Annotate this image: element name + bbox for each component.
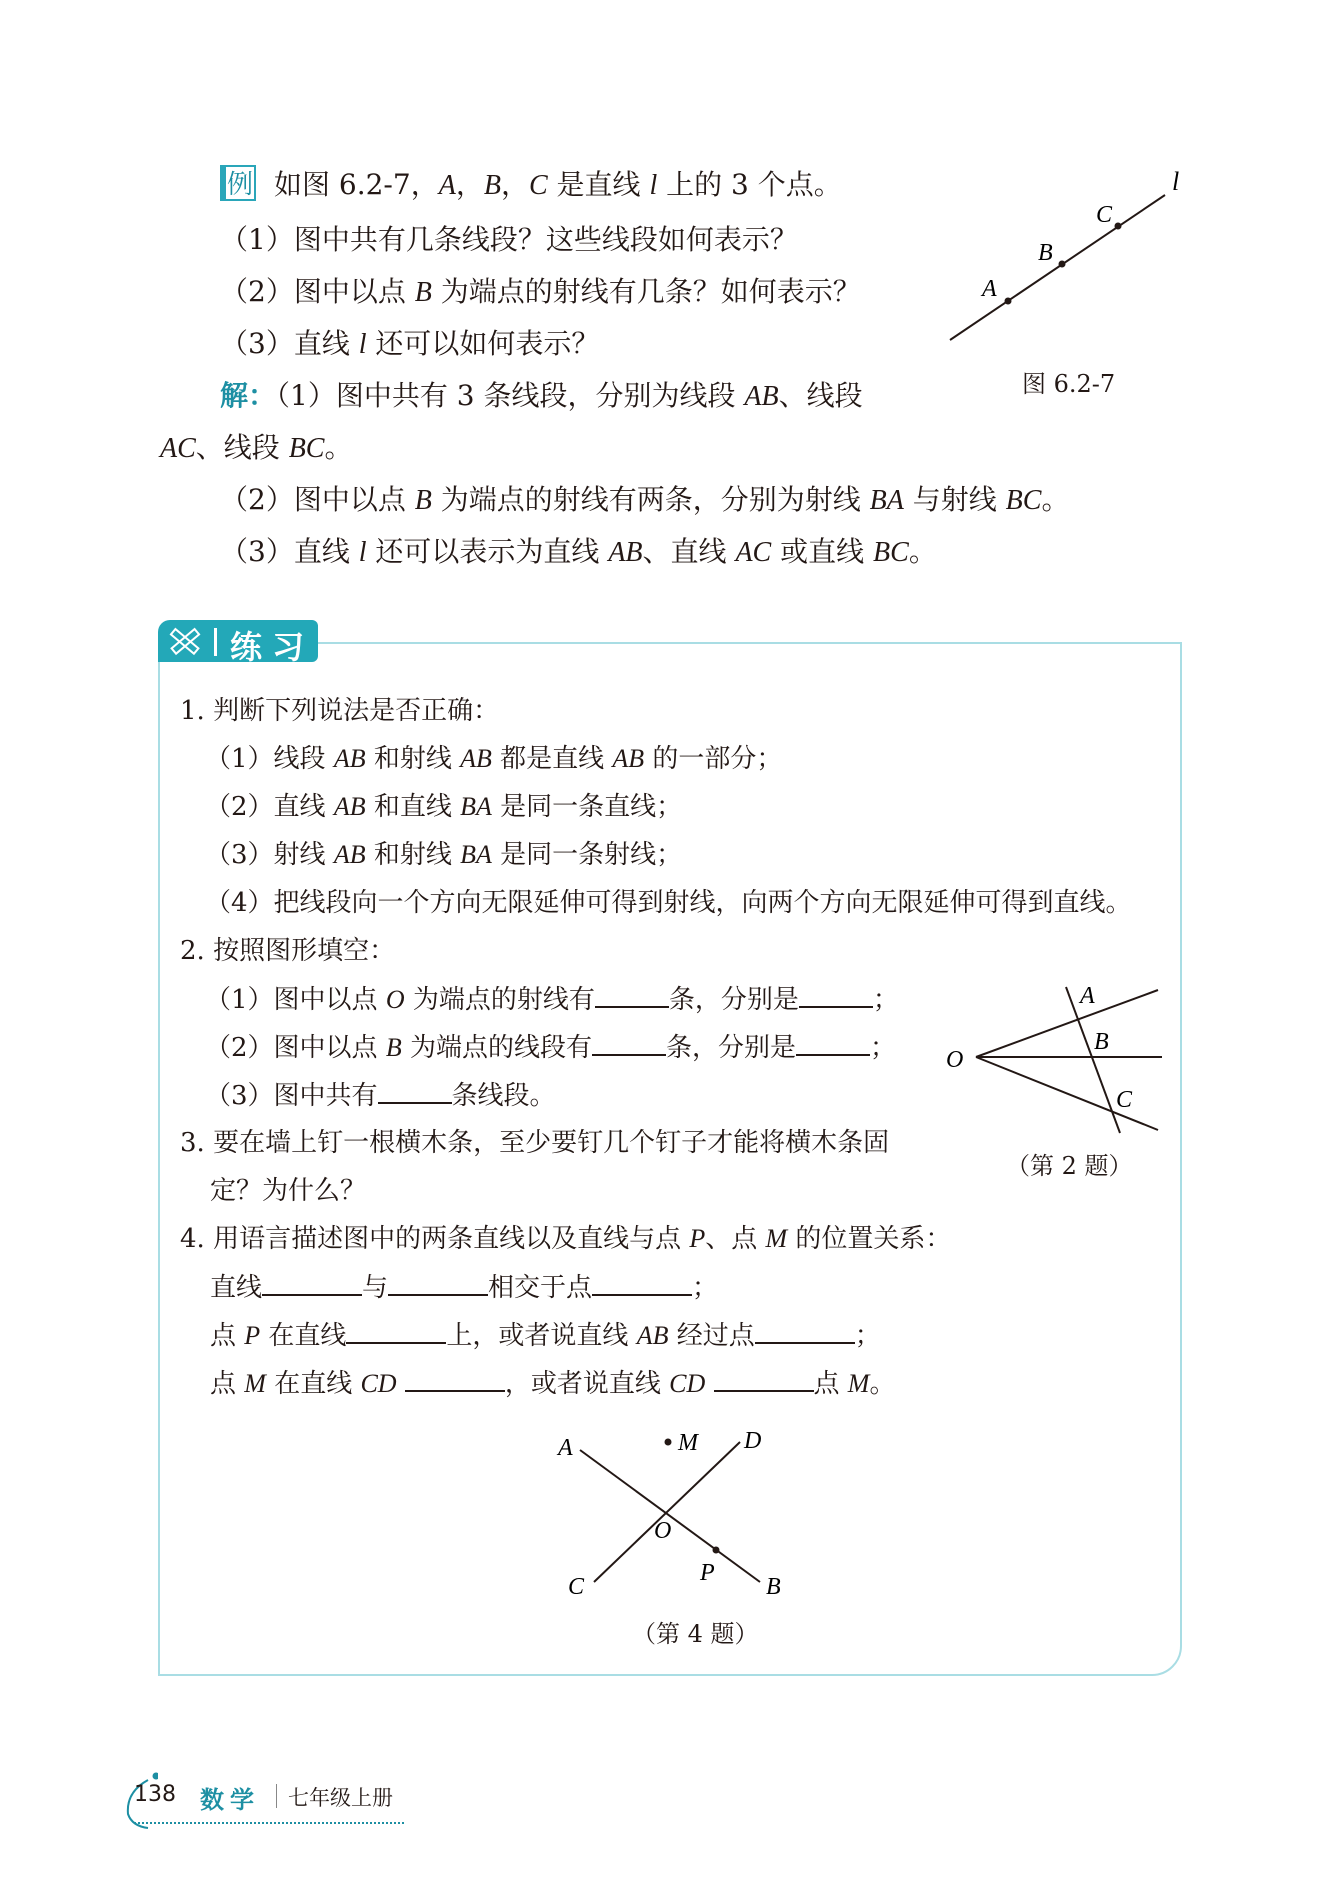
blank[interactable] <box>714 1364 814 1392</box>
footer-dotted-line <box>134 1822 404 1824</box>
blank[interactable] <box>799 980 873 1008</box>
p3-line-1: 3. 要在墙上钉一根横木条，至少要钉几个钉子才能将横木条固 <box>180 1128 890 1158</box>
label-a: A <box>558 1435 573 1461</box>
page-footer <box>118 1770 408 1830</box>
label-c: C <box>1096 202 1113 228</box>
label-b: B <box>1094 1029 1109 1055</box>
label-l: l <box>1172 167 1180 196</box>
p1-item-3: （3）射线 AB 和射线 BA 是同一条射线； <box>205 840 683 870</box>
line-l <box>950 195 1165 340</box>
footer-separator <box>276 1784 277 1808</box>
solution-line-2: （2）图中以点 B 为端点的射线有两条，分别为射线 BA 与射线 BC。 <box>220 483 1070 516</box>
example-intro: 例 如图 6.2-7，A，B，C 是直线 l 上的 3 个点。 <box>220 165 842 206</box>
blank[interactable] <box>595 980 669 1008</box>
line-ab <box>580 1450 760 1582</box>
figure-problem-2 <box>940 975 1180 1135</box>
point-c <box>1115 223 1122 230</box>
p4-line-3: 点 M 在直线 CD ，或者说直线 CD 点 M。 <box>210 1364 895 1403</box>
example-tag: 例 <box>220 165 256 201</box>
label-c: C <box>568 1574 585 1600</box>
label-b: B <box>1038 240 1053 266</box>
label-c: C <box>1116 1087 1133 1113</box>
p2-item-2: （2）图中以点 B 为端点的线段有 条，分别是 ； <box>205 1028 896 1067</box>
line-cd <box>594 1442 740 1582</box>
blank[interactable] <box>346 1316 446 1344</box>
blank[interactable] <box>378 1076 452 1104</box>
label-m: M <box>678 1430 698 1456</box>
pencil-ruler-icon <box>166 624 206 658</box>
blank[interactable] <box>388 1268 488 1296</box>
solution-line-3: （3）直线 l 还可以表示为直线 AB、直线 AC 或直线 BC。 <box>220 535 937 568</box>
p2-stem: 2. 按照图形填空： <box>180 936 396 966</box>
label-a: A <box>1080 983 1095 1009</box>
figure-problem-4-caption: （第 4 题） <box>632 1620 759 1648</box>
point-b <box>1059 261 1066 268</box>
p4-line-1: 直线 与 相交于点 ； <box>210 1268 718 1307</box>
blank[interactable] <box>405 1364 505 1392</box>
p3-line-2: 定？为什么？ <box>210 1176 367 1206</box>
point-a <box>1005 298 1012 305</box>
label-b: B <box>766 1574 781 1600</box>
blank[interactable] <box>262 1268 362 1296</box>
p1-item-4: （4）把线段向一个方向无限延伸可得到射线，向两个方向无限延伸可得到直线。 <box>205 888 1132 918</box>
figure-problem-4 <box>550 1420 810 1600</box>
solution-label: 解： <box>220 379 277 412</box>
figure-problem-2-caption: （第 2 题） <box>1006 1152 1133 1180</box>
practice-title: 练习 <box>230 628 315 666</box>
label-p: P <box>700 1560 715 1586</box>
label-o: O <box>654 1518 672 1544</box>
p1-stem: 1. 判断下列说法是否正确： <box>180 696 500 726</box>
ray-oa <box>976 990 1158 1057</box>
blank[interactable] <box>592 1028 666 1056</box>
label-a: A <box>982 276 997 302</box>
example-question-2: （2）图中以点 B 为端点的射线有几条？如何表示？ <box>220 275 861 308</box>
example-question-3: （3）直线 l 还可以如何表示？ <box>220 327 600 360</box>
blank[interactable] <box>755 1316 855 1344</box>
p4-stem: 4. 用语言描述图中的两条直线以及直线与点 P、点 M 的位置关系： <box>180 1224 952 1254</box>
blank[interactable] <box>796 1028 870 1056</box>
point-p <box>713 1547 720 1554</box>
practice-banner <box>158 620 318 666</box>
example-question-1: （1）图中共有几条线段？这些线段如何表示？ <box>220 223 798 256</box>
label-o: O <box>946 1047 964 1073</box>
label-d: D <box>744 1428 762 1454</box>
p2-item-1: （1）图中以点 O 为端点的射线有 条，分别是 ； <box>205 980 899 1019</box>
solution-line-1: 解：（1）图中共有 3 条线段，分别为线段 AB、线段 <box>220 379 863 412</box>
p1-item-2: （2）直线 AB 和直线 BA 是同一条直线； <box>205 792 683 822</box>
figure-6-2-7-caption: 图 6.2-7 <box>1022 370 1116 398</box>
blank[interactable] <box>592 1268 692 1296</box>
banner-separator <box>214 628 217 656</box>
footer-subject: 数学 <box>200 1785 260 1814</box>
page-number: 138 <box>134 1782 176 1807</box>
solution-line-1-cont: AC、线段 BC。 <box>160 431 353 464</box>
p4-line-2: 点 P 在直线 上，或者说直线 AB 经过点 ； <box>210 1316 881 1355</box>
point-m <box>665 1439 672 1446</box>
p2-item-3: （3）图中共有 条线段。 <box>205 1076 556 1115</box>
footer-grade: 七年级上册 <box>288 1786 393 1810</box>
p1-item-1: （1）线段 AB 和射线 AB 都是直线 AB 的一部分； <box>205 744 783 774</box>
